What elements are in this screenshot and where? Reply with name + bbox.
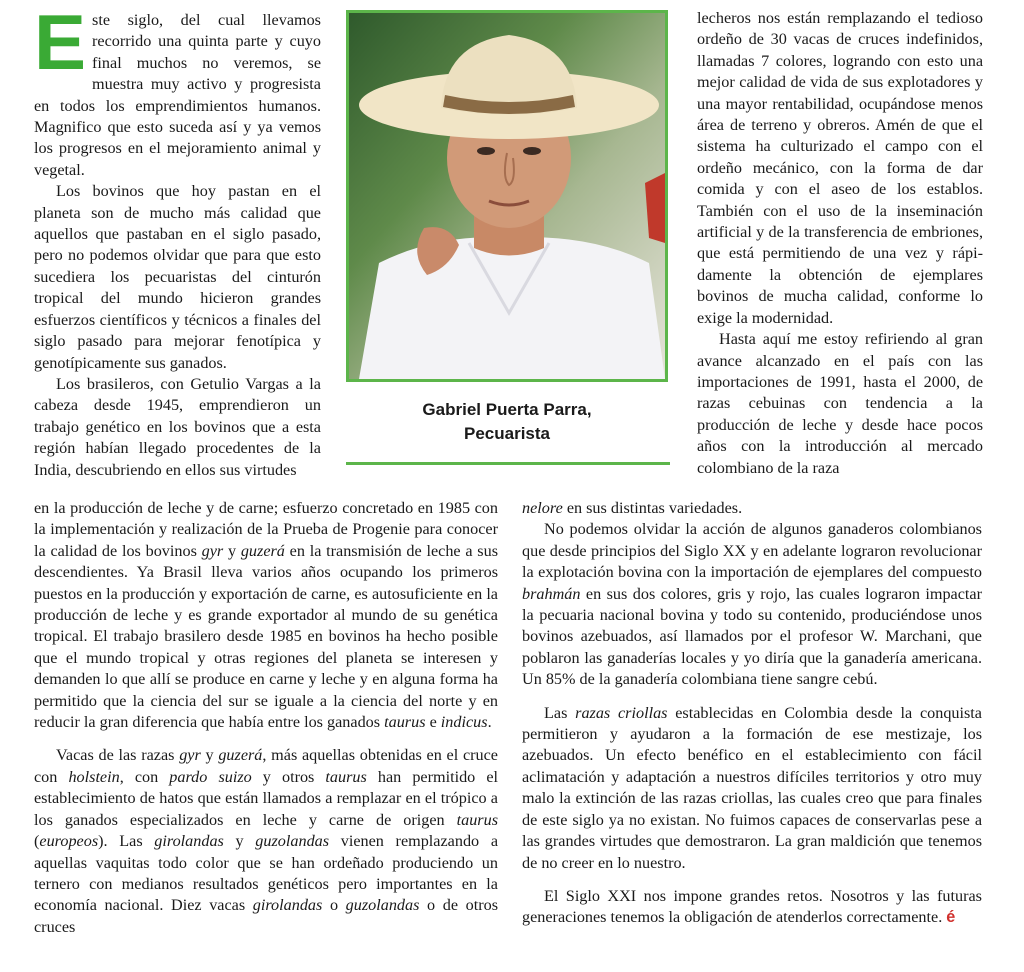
- paragraph-brahman: No podemos olvidar la acción de algunos ganaderos colombianos que desde principios del Siglo XX y en adelante lograron revolucionar la explotación bovina con la importación de ejemplares del compuesto brahmán en sus dos colores, gris y rojo, las cuales lograron impactar la pecuaria nacional bovina y todo su contenido, produciéndose unos bovinos azebuados, así llamados por el profesor W. Marchani, que poblaron las ganaderías locales y yo diría que la ganadería americana. Un 85% de la ganadería colombiana tiene sangre cebú.: [522, 520, 982, 689]
- paragraph-siglo-xxi: El Siglo XXI nos impone grandes retos. Nosotros y las futuras generaciones tenemos la obligación de atenderlos correctamente. é: [522, 886, 982, 927]
- paragraph-right-1: lecheros nos están remplazando el tedioso ordeño de 30 vacas de cruces indefinidos, llamadas 7 colores, logrando con esto una mejor calidad de vida de sus explotadores y una mayor rentabilidad, ocupándose menos área de terreno y obreros. Amén de que el sistema ha culturizado el campo con el ordeño mecánico, con la forma de dar comida y con el aseo de los establos. También con el uso de la inseminación artificial y de la transferencia de embriones, que está permitiendo de una vez y rápidamente la obtención de ejemplares bovinos de mucha calidad, conforme lo exige la modernidad.: [697, 9, 983, 327]
- left-column: [34, 0, 321, 481]
- paragraph-right-2: Hasta aquí me estoy refiriendo al gran avance alcanzado en el país con las importaciones de 1991, hasta el 2000, de razas cebuinas con tendencia a la producción de leche y desde hace pocos años con la introducción al mercado colombiano de la raza: [697, 330, 983, 477]
- caption-divider: [346, 462, 670, 465]
- caption-name: Gabriel Puerta Parra,: [422, 400, 592, 419]
- bottom-right-column: [522, 498, 982, 929]
- right-column: [697, 8, 983, 479]
- paragraph-criollas: Las razas criollas establecidas en Colombia desde la conquista permitieron y ayudaron a la formación de ese mestizaje, los azebuados. Un efecto benéfico en el establecimiento con fácil aclimatación y adaptación a nuestros difíciles territorios y otro muy malo la extinción de las razas criollas, las cuales creo que para finales de este siglo ya no existan. No fuimos capaces de conservarlas pese a las grandes virtudes que demostraron. La gran maldición que tenemos de no creer en lo nuestro.: [522, 703, 982, 872]
- drop-cap: E: [34, 0, 87, 86]
- end-mark-icon: é: [946, 908, 956, 927]
- paragraph-vacas: Vacas de las razas gyr y guzerá, más aquellas obtenidas en el cruce con holstein, con pardo suizo y otros taurus han permitido el establecimiento de hatos que están llamados a remplazar en el trópico a los ganados especializados en leche y carne de origen taurus (europeos). Las girolandas y guzolandas vienen remplazando a aquellas vaquitas todo color que se han ordeñado produciendo un ternero con medianos resultados genéticos pero importantes en la economía nacional. Diez vacas girolandas o guzolandas o de otros cruces: [34, 746, 499, 936]
- paragraph-nelore: nelore en sus distintas variedades.: [522, 499, 743, 517]
- paragraph-3: Los brasileros, con Getulio Vargas a la cabeza desde 1945, emprendieron un trabajo genético en los bovinos que a esta región habían llegado procedentes de la India, descubriendo en ellos sus virtudes: [34, 374, 321, 479]
- photo-caption: [346, 398, 668, 446]
- paragraph-1: Este siglo, del cual llevamos recorrido una quinta parte y cuyo final muchos no veremos, se muestra muy activo y progresista en todos los emprendimientos humanos. Magnifico que esto suceda así y ya vemos los progresos en el mejoramiento animal y vegetal.: [34, 0, 321, 179]
- bottom-left-column: [34, 498, 498, 938]
- portrait-illustration: [349, 13, 665, 379]
- paragraph-2: Los bovinos que hoy pastan en el planeta son de mucho más calidad que aquellos que pastaban en el siglo pasado, pero no podemos olvidar que para que esto sucediera los pecuaristas del cinturón tropical del mundo hicieron grandes esfuerzos científicos y técnicos a finales del siglo pasado para mejorar fenotípica y genotípicamente sus ganados.: [34, 182, 321, 372]
- paragraph-brazil: en la producción de leche y de carne; esfuerzo concretado en 1985 con la implementación y realización de la Prueba de Progenie para conocer la calidad de los bovinos gyr y guzerá en la transmisión de leche a sus descendientes. Ya Brasil lleva varios años ocupando los primeros puestos en la producción y exportación de carne, es autosuficiente en la producción de leche y es grande exportador al mundo de su genética tropical. El trabajo brasilero desde 1985 en bovinos ha hecho posible que el mundo tropical y otras regiones del planeta se interesen y demanden lo que allí se produce en carne y leche y en alguna forma ha permitido que la ciencia del sur se iguale a la ciencia del norte y en reducir la gran diferencia que había entre los ganados taurus e indicus.: [34, 499, 498, 732]
- portrait-photo: [346, 10, 668, 382]
- caption-title: Pecuarista: [464, 424, 550, 443]
